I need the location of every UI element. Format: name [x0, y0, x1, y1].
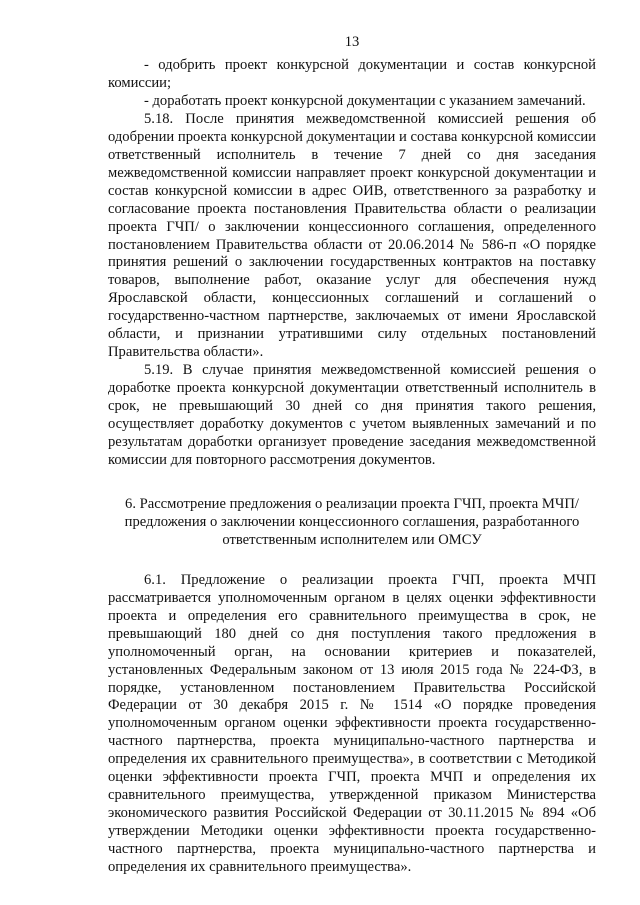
list-item-approve: - одобрить проект конкурсной документации и состав конкурсной комиссии;: [108, 57, 596, 91]
clause-6-1: 6.1. Предложение о реализации проекта ГЧП, проекта МЧП рассматривается уполномоченным органом в целях оценки эффективности проекта и определения его сравнительного преимущества в срок, не превышающий 180 дней со дня поступления такого предложения в уполномоченный орган, на основании критериев и показателей, установленных Федеральным законом от 13 июля 2015 года № 224-ФЗ, в порядке, установленном постановлением Правительства Российской Федерации от 30 декабря 2015 г. № 1514 «О порядке проведения уполномоченным органом оценки эффективности проекта государственно-частного партнерства, проекта муниципально-частного партнерства и определения их сравнительного преимущества», в соответствии с Методикой оценки эффективности проекта ГЧП, проекта МЧП и определения их сравнительного преимущества, утвержденной приказом Министерства экономического развития Российской Федерации от 30.11.2015 № 894 «Об утверждении Методики оценки эффективности проекта государственно-частного партнерства, проекта муниципально-частного партнерства и определения их сравнительного преимущества».: [108, 571, 596, 876]
section-heading-line-3: ответственным исполнителем или ОМСУ: [222, 531, 482, 548]
page-number: 13: [344, 34, 360, 50]
clause-5-19: 5.19. В случае принятия межведомственной комиссией решения о доработке проекта конкурсной документации ответственный исполнитель в срок, не превышающий 30 дней со дня принятия такого решения, осуществляет доработку документов с учетом выявленных замечаний и по результатам доработки организует проведение заседания межведомственной комиссии для повторного рассмотрения документов.: [108, 362, 596, 468]
list-item-revise: - доработать проект конкурсной документации с указанием замечаний.: [144, 92, 586, 109]
clause-5-18: 5.18. После принятия межведомственной комиссией решения об одобрении проекта конкурсной документации и состава конкурсной комиссии ответственный исполнитель в течение 7 дней со дня заседания межведомственной комиссии направляет проект конкурсной документации и состав конкурсной комиссии в адрес ОИВ, ответственного за разработку и согласование проекта постановления Правительства области о реализации проекта ГЧП/ о заключении концессионного соглашения, определенного постановлением Правительства области от 20.06.2014 № 586-п «О порядке принятия решений о заключении государственных контрактов на поставку товаров, выполнение работ, оказание услуг для обеспечения нужд Ярославской области, концессионных соглашений и соглашений о государственно-частном партнерстве, заключаемых от имени Ярославской области, и признании утратившими силу отдельных постановлений Правительства области».: [108, 110, 596, 361]
section-heading-line-1: 6. Рассмотрение предложения о реализации проекта ГЧП, проекта МЧП/: [125, 495, 579, 512]
section-heading-line-2: предложения о заключении концессионного соглашения, разработанного: [124, 513, 580, 530]
document-page: [108, 34, 596, 877]
section-6-heading: [108, 496, 596, 550]
